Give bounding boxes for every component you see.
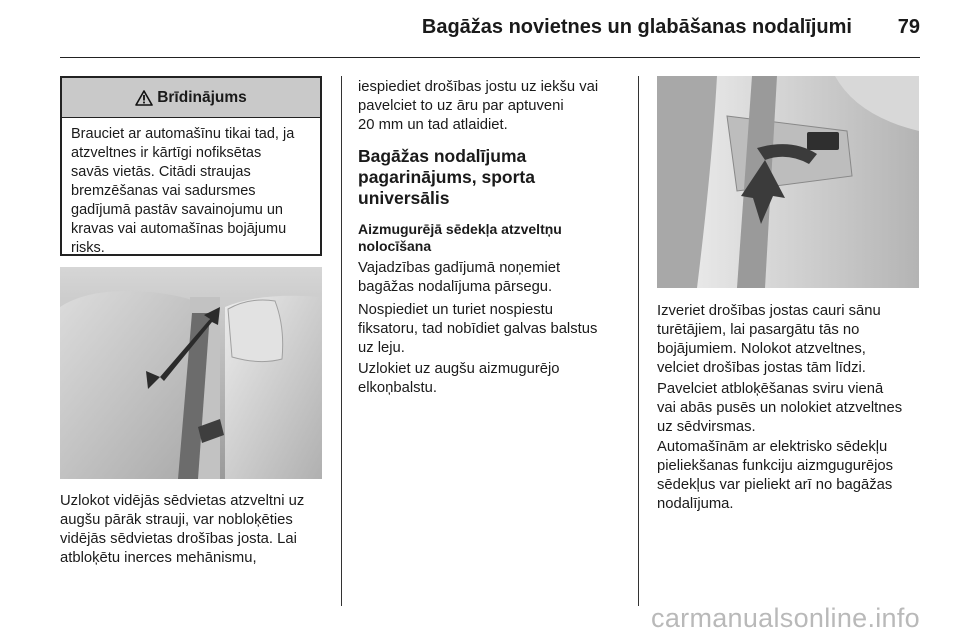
warning-line: Brauciet ar automašīnu tikai tad, ja xyxy=(71,126,295,142)
text-line: bagāžas nodalījuma pārsegu. xyxy=(358,279,553,295)
warning-line: gadījumā pastāv savainojumu un xyxy=(71,202,283,218)
watermark: carmanualsonline.info xyxy=(651,603,920,633)
page-number: 79 xyxy=(897,16,920,38)
text-line: vai abās pusēs un nolokiet atzveltnes xyxy=(657,400,903,416)
subheading-line: Aizmugurējā sēdekļa atzveltņu xyxy=(358,221,562,237)
text-line: uz leju. xyxy=(358,340,405,356)
warning-triangle-icon xyxy=(135,90,153,106)
col2-paragraph-3 xyxy=(358,360,560,398)
text-line: pieliekšanas funkciju aizmgugurējos xyxy=(657,458,894,474)
warning-line: bremzēšanas vai sadursmes xyxy=(71,183,256,199)
col1-paragraph xyxy=(60,492,304,568)
col3-paragraph-3 xyxy=(657,438,893,514)
section-heading xyxy=(358,146,535,209)
text-line: bojājumiem. Nolokot atzveltnes, xyxy=(657,341,866,357)
text-line: nodalījuma. xyxy=(657,496,734,512)
text-line: Automašīnām ar elektrisko sēdekļu xyxy=(657,439,888,455)
column-divider-1 xyxy=(341,76,342,606)
heading-line: pagarinājums, sporta xyxy=(358,167,535,187)
heading-line: universālis xyxy=(358,188,450,208)
warning-text xyxy=(62,118,320,258)
text-line: Uzlokiet uz augšu aizmugurējo xyxy=(358,361,560,377)
text-line: Uzlokot vidējās sēdvietas atzveltni uz xyxy=(60,493,305,509)
warning-line: savās vietās. Citādi straujas xyxy=(71,164,251,180)
col2-paragraph-1 xyxy=(358,259,560,297)
text-line: Nospiediet un turiet nospiestu xyxy=(358,302,553,318)
belt-guide-illustration-svg xyxy=(657,76,919,288)
col3-paragraph-1 xyxy=(657,302,881,378)
col2-intro-paragraph xyxy=(358,78,598,135)
col2-paragraph-2 xyxy=(358,301,597,358)
text-line: Vajadzības gadījumā noņemiet xyxy=(358,260,561,276)
text-line: uz sēdvirsmas. xyxy=(657,419,756,435)
text-line: turētājiem, lai pasargātu tās no xyxy=(657,322,860,338)
heading-line: Bagāžas nodalījuma xyxy=(358,146,527,166)
text-line: sēdekļus var pieliekt arī no bagāžas xyxy=(657,477,893,493)
text-line: augšu pārāk strauji, var nobloķēties xyxy=(60,512,293,528)
text-line: vidējās sēdvietas drošības josta. Lai xyxy=(60,531,297,547)
text-line: Izveriet drošības jostas cauri sānu xyxy=(657,303,881,319)
text-line: pavelciet to uz āru par aptuveni xyxy=(358,98,564,114)
text-line: Pavelciet atbloķēšanas sviru vienā xyxy=(657,381,884,397)
illustration-center-seatbelt xyxy=(60,267,322,479)
seatbelt-illustration-svg xyxy=(60,267,322,479)
text-line: iespiediet drošības jostu uz iekšu vai xyxy=(358,79,599,95)
column-divider-2 xyxy=(638,76,639,606)
warning-box xyxy=(60,76,322,256)
warning-line: kravas vai automašīnas bojājumu xyxy=(71,221,287,237)
subsection-heading xyxy=(358,221,562,255)
illustration-belt-guide xyxy=(657,76,919,288)
text-line: elkoņbalstu. xyxy=(358,380,437,396)
text-line: velciet drošības jostas tām līdzi. xyxy=(657,360,866,376)
text-line: atbloķētu inerces mehānismu, xyxy=(60,550,257,566)
col3-paragraph-2 xyxy=(657,380,902,437)
subheading-line: nolocīšana xyxy=(358,238,432,254)
page-header-title: Bagāžas novietnes un glabāšanas nodalījumi xyxy=(421,16,852,38)
text-line: fiksatoru, tad nobīdiet galvas balstus xyxy=(358,321,598,337)
warning-header xyxy=(62,78,320,118)
warning-line: atzveltnes ir kārtīgi nofiksētas xyxy=(71,145,262,161)
header-rule xyxy=(60,57,920,58)
text-line: 20 mm un tad atlaidiet. xyxy=(358,117,508,133)
warning-line: risks. xyxy=(71,240,105,256)
warning-title: Brīdinājums xyxy=(157,88,247,106)
